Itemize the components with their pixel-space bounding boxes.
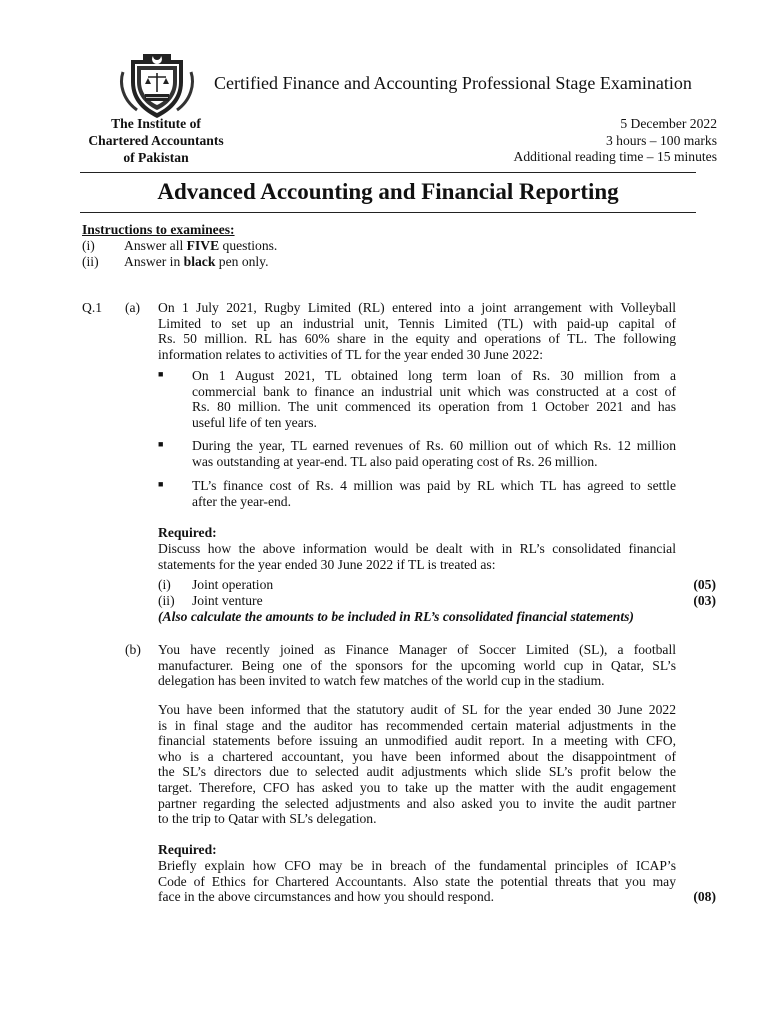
- instruction-item: (ii) Answer in black pen only.: [82, 254, 269, 269]
- reading-time: Additional reading time – 15 minutes: [513, 149, 717, 164]
- part-b-required-text: Briefly explain how CFO may be in breach of the fundamental principles of ICAP’s Code of Ethics for Chartered Accountants. Also state the potential threats that you may face in the above circumstances and how you should respond.: [158, 858, 676, 905]
- instruction-item: (i) Answer all FIVE questions.: [82, 238, 278, 253]
- bullet-item: On 1 August 2021, TL obtained long term loan of Rs. 30 million from a commercial bank to finance an industrial unit which was constructed at a cost of Rs. 80 million. The unit commenced its operation from 1 October 2021 and has useful life of ten years.: [192, 368, 676, 430]
- exam-details: [514, 116, 718, 166]
- part-b-label: (b): [125, 642, 141, 657]
- question-number: Q.1: [82, 300, 103, 315]
- part-b-paragraph: You have recently joined as Finance Manager of Soccer Limited (SL), a football manufacturer. Being one of the sponsors for the upcoming world cup in Qatar, SL’s delegation has been invited to watch few matches of the world cup in the stadium.: [158, 642, 676, 689]
- bullet-icon: ■: [158, 369, 164, 379]
- bullet-icon: ■: [158, 479, 164, 489]
- exam-date: 5 December 2022: [620, 116, 717, 131]
- marks: (08): [693, 889, 716, 904]
- bullet-item: TL’s finance cost of Rs. 4 million was paid by RL which TL has agreed to settle after the year-end.: [192, 478, 676, 509]
- part-b-paragraph: You have been informed that the statutory audit of SL for the year ended 30 June 2022 is in final stage and the auditor has recommended certain material adjustments in the financial statements before issuing an unmodified audit report. In a meeting with CFO, who is a chartered accountant, you have been informed about the disappointment of the SL’s directors due to selected audit adjustments which slide SL’s profit below the target. Therefore, CFO has asked you to take up the matter with the audit engagement partner regarding the selected adjustments and also asked you to invite the audit partner to the trip to Qatar with SL’s delegation.: [158, 702, 676, 827]
- part-a-required-label: Required:: [158, 525, 217, 540]
- instructions-heading: Instructions to examinees:: [82, 222, 235, 237]
- exam-title: Certified Finance and Accounting Professional Stage Examination: [214, 73, 692, 93]
- exam-duration: 3 hours – 100 marks: [605, 132, 717, 148]
- paper-title: Advanced Accounting and Financial Reporting: [157, 179, 619, 204]
- sub-part: (ii) Joint venture: [158, 593, 263, 608]
- header-rule-bottom: [80, 212, 696, 213]
- part-b-required-label: Required:: [158, 842, 217, 857]
- part-a-required-text: Discuss how the above information would be dealt with in RL’s consolidated financial statements for the year ended 30 June 2022 if TL is treated as:: [158, 541, 676, 572]
- calculation-note: (Also calculate the amounts to be included in RL’s consolidated financial statements): [158, 609, 634, 624]
- icap-logo: [117, 52, 197, 120]
- header-rule-top: [80, 172, 696, 173]
- sub-part: (i) Joint operation: [158, 577, 274, 592]
- marks: (05): [693, 577, 716, 592]
- institute-name: The Institute of Chartered Accountants of Pakistan: [88, 116, 224, 165]
- part-a-label: (a): [125, 300, 141, 315]
- bullet-icon: ■: [158, 439, 164, 449]
- bullet-item: During the year, TL earned revenues of Rs. 60 million out of which Rs. 12 million was outstanding at year-end. TL also paid operating cost of Rs. 26 million.: [192, 438, 676, 469]
- marks: (03): [693, 593, 716, 608]
- part-a-intro: On 1 July 2021, Rugby Limited (RL) entered into a joint arrangement with Volleyball Limited to set up an industrial unit, Tennis Limited (TL) with paid-up capital of Rs. 50 million. RL has 60% share in the equity and operations of TL. The following information relates to activities of TL for the year ended 30 June 2022:: [158, 300, 676, 362]
